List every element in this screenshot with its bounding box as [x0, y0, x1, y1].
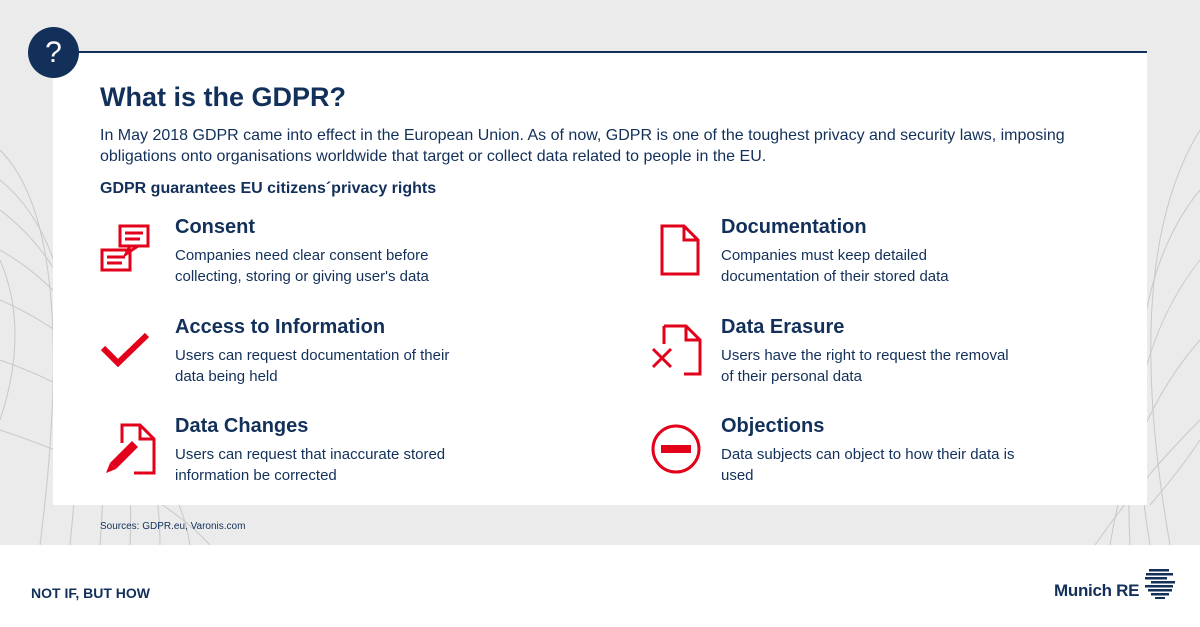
feature-description: Companies need clear consent before collecting, storing or giving user's data	[175, 247, 429, 285]
question-mark-icon: ?	[28, 27, 79, 78]
feature-title: Data Changes	[175, 415, 309, 437]
document-delete-icon	[650, 324, 702, 376]
feature-description: Data subjects can object to how their data is used	[721, 446, 1015, 484]
feature-title: Objections	[721, 415, 825, 437]
feature-description: Companies must keep detailed documentation of their stored data	[721, 247, 949, 285]
brand-name[interactable]: Munich RE	[1054, 581, 1140, 600]
speech-bubbles-icon	[100, 224, 152, 276]
munich-re-logo-icon[interactable]	[1145, 569, 1175, 599]
feature-title: Access to Information	[175, 316, 386, 338]
feature-description: Users can request that inaccurate stored information be corrected	[175, 446, 446, 484]
feature-title: Consent	[175, 216, 255, 238]
feature-description: Users can request documentation of their data being held	[175, 347, 450, 385]
sources-note: Sources: GDPR.eu, Varonis.com	[100, 521, 246, 532]
page-title: What is the GDPR?	[100, 82, 347, 112]
document-edit-icon	[104, 423, 156, 475]
minus-circle-icon	[650, 423, 702, 475]
tagline: NOT IF, BUT HOW	[31, 585, 150, 601]
feature-title: Data Erasure	[721, 316, 845, 338]
intro-text: In May 2018 GDPR came into effect in the European Union. As of now, GDPR is one of the toughest privacy and security laws, imposing obligations onto organisations worldwide that target or collect data related to people in the EU.	[100, 127, 1065, 165]
footer	[0, 545, 1200, 627]
feature-title: Documentation	[721, 216, 867, 238]
checkmark-icon	[100, 332, 150, 368]
section-subtitle: GDPR guarantees EU citizens´privacy rights	[100, 180, 437, 197]
document-icon	[660, 224, 700, 276]
feature-description: Users have the right to request the removal of their personal data	[721, 347, 1009, 385]
